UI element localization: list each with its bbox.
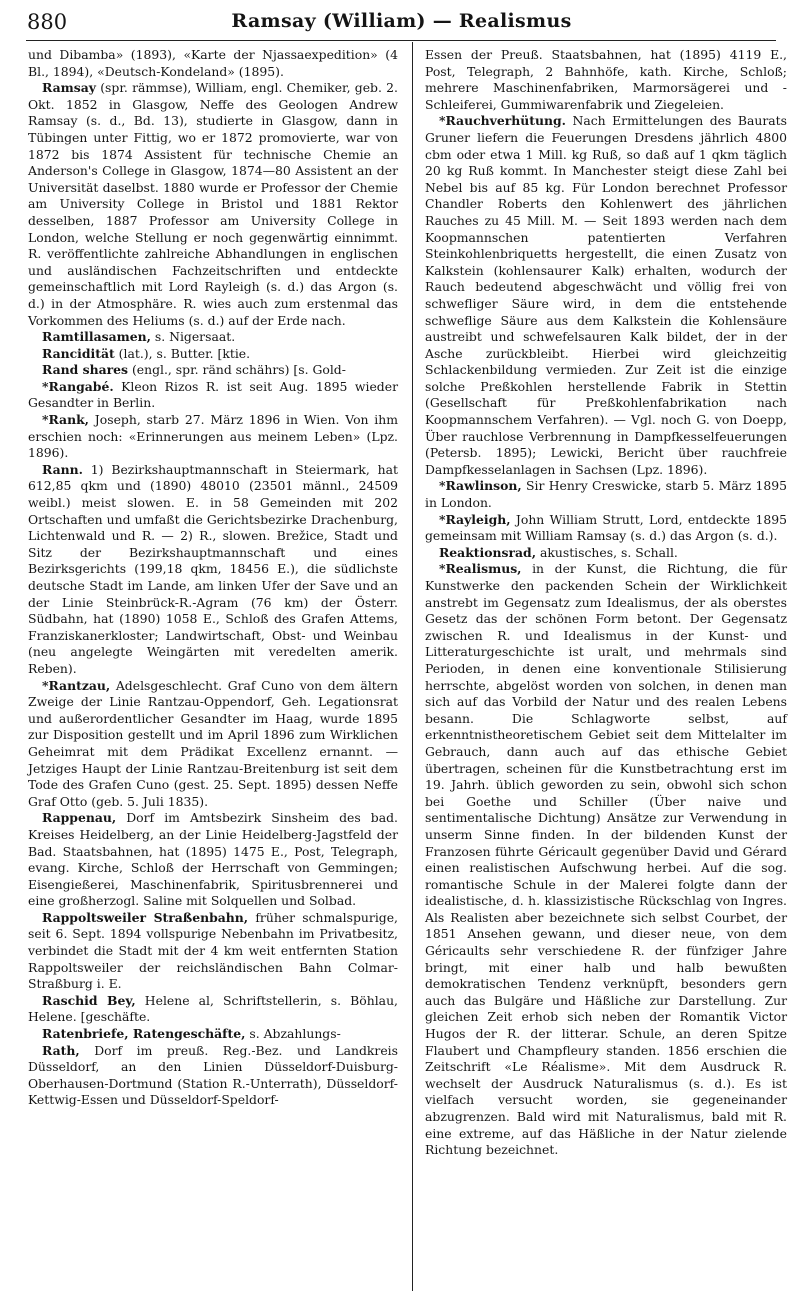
headword: *Rangabé.: [42, 378, 114, 394]
entry-text: und Dibamba» (1893), «Karte der Njassaexpedition» (4 Bl., 1894), «Deutsch-Kondeland» (1895).: [28, 47, 398, 79]
headword: Rappoltsweiler Straßenbahn,: [42, 909, 249, 925]
entry-reaktionsrad: [425, 545, 787, 562]
entry-text: früher schmalspurige, seit 6. Sept. 1894 vollspurige Nebenbahn im Privatbesitz, verbindet die Stadt mit der 4 km weit entfernten Station Rappoltsweiler der reichsländischen Bahn Colmar-Straßburg i. E.: [28, 909, 398, 992]
entry-text: s. Nigersaat.: [150, 329, 236, 345]
headword: Rancidität: [42, 345, 115, 361]
header-rule: [26, 40, 776, 41]
entry-text: Sir Henry Creswicke, starb 5. März 1895 in London.: [425, 478, 787, 511]
headword: Reaktionsrad,: [439, 544, 537, 560]
entry-rawlinson: [425, 478, 787, 511]
entry-text: Adelsgeschlecht. Graf Cuno von dem ältern Zweige der Linie Rantzau-Oppendorf, Geh. Legationsrat und außerordentlicher Gesandter im Haag, wurde 1895 zur Disposition gestellt und im April 1896 zum Wirklichen Geheimrat mit dem Prädikat Excellenz ernannt. — Jetziges Haupt der Linie Rantzau-Breitenburg ist seit dem Tode des Grafen Cuno (gest. 25. Sept. 1895) dessen Neffe Graf Otto (geb. 5. Juli 1835).: [28, 677, 398, 809]
headword: *Rayleigh,: [439, 511, 511, 527]
entry-rand_shares: [28, 362, 398, 379]
entry-text: Dorf im preuß. Reg.-Bez. und Landkreis Düsseldorf, an den Linien Düsseldorf-Duisburg-Oberhausen-Dortmund (Station R.-Unterrath), Düsseldorf-Kettwig-Essen und Düsseldorf-Speldorf-: [28, 1042, 398, 1108]
entry-rath: [28, 1043, 398, 1109]
headword: *Rawlinson,: [439, 478, 522, 494]
entry-rantzau: [28, 678, 398, 811]
entry-text: (engl., spr. ränd schährs) [s. Gold-: [128, 362, 346, 378]
entry-text: John William Strutt, Lord, entdeckte 1895 gemeinsam mit William Ramsay (s. d.) das Argon (s. d.).: [425, 511, 787, 544]
headword: *Rauchverhütung.: [439, 113, 566, 129]
page-header: [27, 8, 776, 40]
entry-rayleigh: [425, 512, 787, 545]
entry-text: akustisches, s. Schall.: [536, 544, 678, 560]
headword: Rand shares: [42, 362, 128, 378]
entry-text: in der Kunst, die Richtung, die für Kunstwerke den packenden Schein der Wirklichkeit anstrebt im Gegensatz zum Idealismus, der als oberstes Gesetz das der schönen Form betont. Der Gegensatz zwischen R. und Idealismus in der Kunst- und Litteraturgeschichte ist uralt, und mehrmals sind Perioden, in denen eine konventionale Stilisierung herrschte, abgelöst worden von solchen, in denen man sich auf das Vorbild der Natur und des realen Lebens besann. Die Schlagworte selbst, auf erkenntnistheoretischem Gebiet seit dem Mittelalter im Gebrauch, dann auch auf das ethische Gebiet übertragen, scheinen für die Kunstbetrachtung erst im 19. Jahrh. üblich geworden zu sein, obwohl sich schon bei Goethe und Schiller (Über naive und sentimentalische Dichtung) Ansätze zur Verwendung in unserm Sinne finden. In der bildenden Kunst der Franzosen führte Géricault gegenüber David und Gérard einen realistischen Aufschwung herbei. Auf die sog. romantische Schule in der Malerei folgte dann der idealistische, d. h. klassizistische Rückschlag von Ingres. Als Realisten aber bezeichnete sich selbst Courbet, der 1851 Ansehen gewann, und dieser neue, von dem Géricaults sehr verschiedene R. der fünfziger Jahre bringt, mit einer halb und halb bewußten demokratischen Tendenz verknüpft, besonders gern auch das Bulgäre und Häßliche zur Darstellung. Zur gleichen Zeit erhob sich neben der Romantik Victor Hugos der R. der litterar. Schule, an deren Spitze Flaubert und Champfleury standen. 1856 erschien die Zeitschrift «Le Réalisme». Mit dem Ausdruck R. wechselt der Ausdruck Naturalismus (s. d.). Es ist vielfach versucht worden, sie gegeneinander abzugrenzen. Bald wird mit Naturalismus, bald mit R. eine extreme, auf das Häßliche in der Natur zielende Richtung bezeichnet.: [425, 561, 787, 1158]
headword: Ratenbriefe, Ratengeschäfte,: [42, 1026, 246, 1042]
entry-text: s. Abzahlungs-: [245, 1026, 341, 1042]
entry-rank: [28, 412, 398, 462]
headword: Raschid Bey,: [42, 992, 136, 1008]
headword: Rappenau,: [42, 810, 117, 826]
entry-text: 1) Bezirkshauptmannschaft in Steiermark, hat 612,85 qkm und (1890) 48010 (23501 männl., 24509 weibl.) meist slowen. E. in 58 Gemeinden mit 202 Ortschaften und umfaßt die Gerichtsbezirke Drachenburg, Lichtenwald und R. — 2) R., slowen. Brežice, Stadt und Sitz der Bezirkshauptmannschaft und eines Bezirksgerichts (199,18 qkm, 18456 E.), die südlichste deutsche Stadt im Lande, am linken Ufer der Save und an der Linie Steinbrück-R.-Agram (76 km) der Österr. Südbahn, hat (1890) 1058 E., Schloß des Grafen Attems, Franziskanerkloster; Landwirtschaft, Obst- und Weinbau (neu angelegte Weingärten mit veredelten amerik. Reben).: [28, 461, 398, 676]
entry-text: Kleon Rizos R. ist seit Aug. 1895 wieder Gesandter in Berlin.: [28, 378, 398, 411]
entry-rappoltsweiler: [28, 910, 398, 993]
entry-rann: [28, 462, 398, 678]
entry-ramsay_cont: [28, 47, 398, 80]
entry-rauchverhuetung: [425, 113, 787, 478]
right-column: [425, 47, 787, 1159]
entry-text: Joseph, starb 27. März 1896 in Wien. Von ihm erschien noch: «Erinnerungen aus meinem Leben» (Lpz. 1896).: [28, 412, 398, 461]
headword: Rann.: [42, 461, 83, 477]
entry-text: Helene al, Schriftstellerin, s. Böhlau, Helene. [geschäfte.: [28, 992, 398, 1025]
left-column: [28, 47, 398, 1109]
entry-text: (lat.), s. Butter. [ktie.: [114, 345, 251, 361]
entry-rangabe: [28, 379, 398, 412]
entry-rappenau: [28, 810, 398, 910]
entry-rath_cont: [425, 47, 787, 113]
headword: Rath,: [42, 1042, 80, 1058]
entry-text: Nach Ermittelungen des Baurats Gruner liefern die Feuerungen Dresdens jährlich 4800 cbm oder etwa 1 Mill. kg Ruß, so daß auf 1 qkm täglich 20 kg Ruß kommt. In Manchester steigt diese Zahl bei Nebel bis auf 85 kg. Für London berechnet Professor Chandler Roberts den Kohlenwert des jährlichen Rauches zu 45 Mill. M. — Seit 1893 werden nach dem Koopmannschen patentierten Verfahren Steinkohlenbriquetts hergestellt, die einen Zusatz von Kalkstein (kohlensaurer Kalk) erhalten, wodurch der Rauch bedeutend abgeschwächt und völlig frei von schwefliger Säure wird, in dem die entstehende schweflige Säure aus dem Kalkstein die Kohlensäure austreibt und schwefelsauren Kalk bildet, der in der Asche zurückbleibt. Hierbei wird gleichzeitig Schlackenbildung vermieden. Zur Zeit ist die einzige solche Preßkohlen herstellende Fabrik in Stettin (Gesellschaft für Preßkohlenfabrikation nach Koopmannschem Verfahren). — Vgl. noch G. von Doepp, Über rauchlose Verbrennung in Dampfkesselfeuerungen (Petersb. 1895); Lewicki, Bericht über rauchfreie Dampfkesselanlagen in Sachsen (Lpz. 1896).: [425, 113, 787, 477]
headword: *Rantzau,: [42, 677, 111, 693]
column-divider: [412, 42, 413, 1291]
headword: *Realismus,: [439, 561, 522, 577]
running-head: Ramsay (William) — Realismus: [231, 10, 572, 32]
entry-realismus: [425, 561, 787, 1158]
headword: Ramtillasamen,: [42, 329, 151, 345]
entry-ramsay: [28, 80, 398, 329]
entry-ratenbriefe: [28, 1026, 398, 1043]
entry-text: (spr. rämmse), William, engl. Chemiker, geb. 2. Okt. 1852 in Glasgow, Neffe des Geologen Andrew Ramsay (s. d., Bd. 13), studierte in Glasgow, dann in Tübingen unter Fittig, wo er 1872 promovierte, war von 1872 bis 1874 Assistent für technische Chemie an Anderson's College in Glasgow, 1874—80 Assistent an der Universität daselbst. 1880 wurde er Professor der Chemie am University College in Bristol und 1881 Rektor desselben, 1887 Professor am University College in London, welche Stellung er noch gegenwärtig einnimmt. R. veröffentlichte zahlreiche Abhandlungen in englischen und ausländischen Fachzeitschriften und entdeckte gemeinschaftlich mit Lord Rayleigh (s. d.) das Argon (s. d.) in der Atmosphäre. R. wies auch zum erstenmal das Vorkommen des Heliums (s. d.) auf der Erde nach.: [28, 80, 398, 328]
entry-raschid_bey: [28, 993, 398, 1026]
page-number: 880: [27, 10, 68, 34]
entry-text: Dorf im Amtsbezirk Sinsheim des bad. Kreises Heidelberg, an der Linie Heidelberg-Jagstfeld der Bad. Staatsbahnen, hat (1895) 1475 E., Post, Telegraph, evang. Kirche, Schloß der Herrschaft von Gemmingen; Eisengießerei, Maschinenfabrik, Spiritusbrennerei und eine großherzogl. Saline mit Solquellen und Solbad.: [28, 810, 398, 909]
headword: Ramsay: [42, 80, 96, 96]
entry-ramtillasamen: [28, 329, 398, 346]
entry-rancidität: [28, 346, 398, 363]
headword: *Rank,: [42, 412, 89, 428]
entry-text: Essen der Preuß. Staatsbahnen, hat (1895) 4119 E., Post, Telegraph, 2 Bahnhöfe, kath. Kirche, Schloß; mehrere Maschinenfabriken, Marmorsägerei und -Schleiferei, Gummiwarenfabrik und Ziegeleien.: [425, 47, 787, 112]
